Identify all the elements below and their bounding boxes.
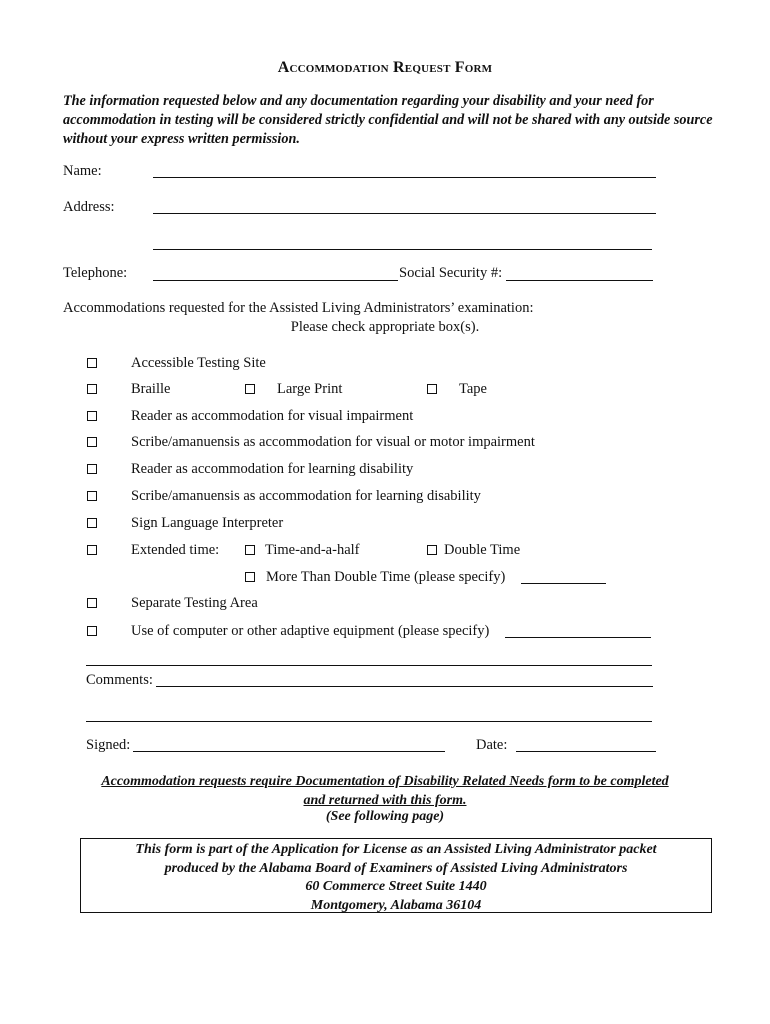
- scribe-learning-label: Scribe/amanuensis as accommodation for learning disability: [131, 488, 481, 504]
- name-field[interactable]: [153, 177, 656, 178]
- accommodations-intro: Accommodations requested for the Assisted Living Administrators’ examination:: [63, 300, 534, 316]
- accommodations-instruction: Please check appropriate box(s).: [290, 319, 480, 335]
- reader-visual-label: Reader as accommodation for visual impairment: [131, 408, 414, 424]
- documentation-notice-line1: Accommodation requests require Documentation of Disability Related Needs form to be completed: [101, 774, 669, 789]
- sign-language-label: Sign Language Interpreter: [131, 515, 284, 531]
- extended-time-label: Extended time:: [131, 542, 220, 558]
- telephone-field[interactable]: [153, 280, 398, 281]
- packet-info-address: 60 Commerce Street Suite 1440: [305, 879, 487, 894]
- braille-checkbox[interactable]: [87, 384, 97, 394]
- confidentiality-notice: The information requested below and any documentation regarding your disability and your need for accommodation in testing will be considered strictly confidential and will not be shared with any outside source without your express written permission.: [63, 93, 713, 147]
- comments-field-line2[interactable]: [86, 721, 652, 722]
- braille-label: Braille: [131, 381, 171, 397]
- double-time-checkbox[interactable]: [427, 545, 437, 555]
- double-time-label: Double Time: [444, 542, 521, 558]
- reader-learning-checkbox[interactable]: [87, 464, 97, 474]
- ssn-label: Social Security #:: [399, 265, 503, 281]
- tape-checkbox[interactable]: [427, 384, 437, 394]
- address-field-line2[interactable]: [153, 249, 652, 250]
- separate-area-label: Separate Testing Area: [131, 595, 258, 611]
- form-title: Accommodation Request Form: [277, 59, 493, 76]
- accessible-site-checkbox[interactable]: [87, 358, 97, 368]
- tape-label: Tape: [459, 381, 487, 397]
- see-following-page: (See following page): [325, 809, 445, 824]
- signature-field[interactable]: [133, 751, 445, 752]
- scribe-visual-motor-checkbox[interactable]: [87, 437, 97, 447]
- more-than-double-specify-field[interactable]: [521, 583, 606, 584]
- packet-info-line1: This form is part of the Application for License as an Assisted Living Administrator packet: [135, 842, 657, 857]
- scribe-learning-checkbox[interactable]: [87, 491, 97, 501]
- computer-equipment-specify-field[interactable]: [505, 637, 651, 638]
- accessible-site-label: Accessible Testing Site: [131, 355, 266, 371]
- address-label: Address:: [63, 199, 115, 215]
- extended-time-checkbox[interactable]: [87, 545, 97, 555]
- comments-field[interactable]: [156, 686, 653, 687]
- telephone-label: Telephone:: [63, 265, 128, 281]
- time-and-half-label: Time-and-a-half: [265, 542, 360, 558]
- time-and-half-checkbox[interactable]: [245, 545, 255, 555]
- scribe-visual-motor-label: Scribe/amanuensis as accommodation for visual or motor impairment: [131, 434, 535, 450]
- comments-label: Comments:: [86, 672, 153, 688]
- ssn-field[interactable]: [506, 280, 653, 281]
- reader-learning-label: Reader as accommodation for learning disability: [131, 461, 414, 477]
- packet-info-line2: produced by the Alabama Board of Examiners of Assisted Living Administrators: [164, 860, 628, 876]
- separate-area-checkbox[interactable]: [87, 598, 97, 608]
- reader-visual-checkbox[interactable]: [87, 411, 97, 421]
- more-than-double-label: More Than Double Time (please specify): [266, 569, 506, 585]
- signed-label: Signed:: [86, 737, 131, 753]
- large-print-label: Large Print: [277, 381, 343, 397]
- packet-info-box: [80, 838, 712, 913]
- large-print-checkbox[interactable]: [245, 384, 255, 394]
- address-field-line1[interactable]: [153, 213, 656, 214]
- computer-equipment-checkbox[interactable]: [87, 626, 97, 636]
- equipment-specify-line2[interactable]: [86, 665, 652, 666]
- computer-equipment-label: Use of computer or other adaptive equipment (please specify): [131, 623, 490, 639]
- packet-info-city: Montgomery, Alabama 36104: [310, 897, 482, 913]
- date-label: Date:: [476, 737, 508, 753]
- more-than-double-checkbox[interactable]: [245, 572, 255, 582]
- date-field[interactable]: [516, 751, 656, 752]
- sign-language-checkbox[interactable]: [87, 518, 97, 528]
- name-label: Name:: [63, 163, 102, 179]
- documentation-notice-line2: and returned with this form.: [303, 793, 467, 808]
